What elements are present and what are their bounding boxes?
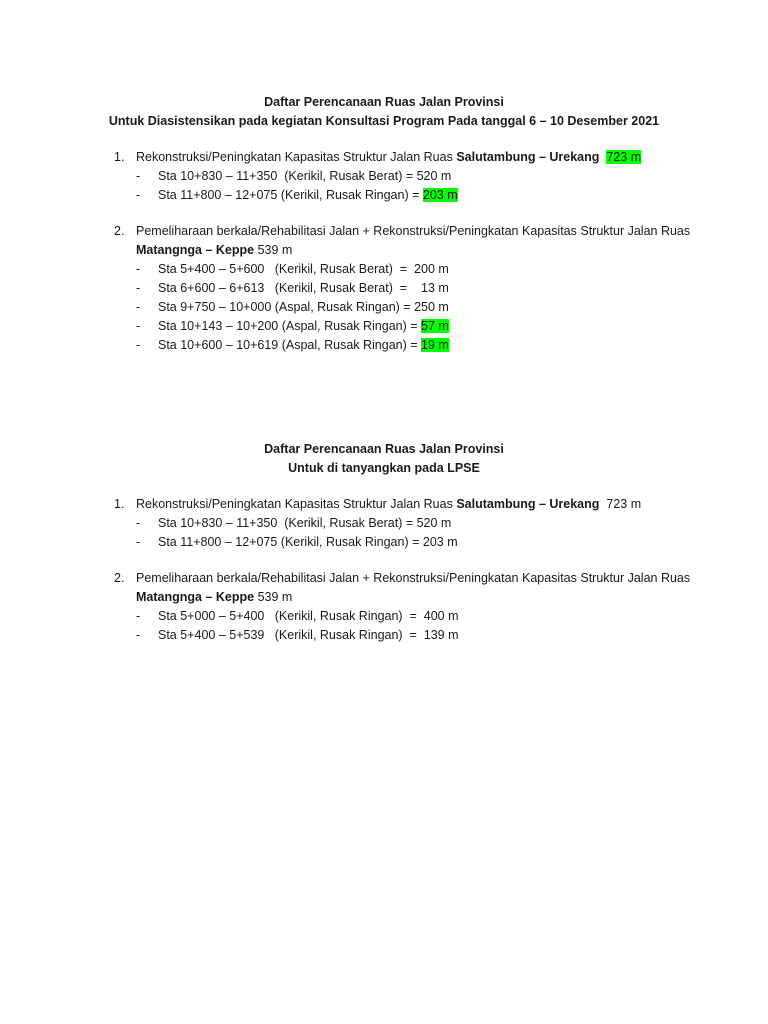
item-length: 539 m	[257, 590, 293, 604]
sub-item	[136, 260, 768, 279]
section-consultation	[0, 93, 768, 355]
sub-item	[136, 533, 768, 552]
item-number: 2.	[114, 571, 125, 585]
section-lpse	[0, 440, 768, 645]
dash-bullet: -	[136, 609, 141, 623]
item-length-highlight: 723 m	[606, 150, 642, 164]
sub-item	[136, 317, 768, 336]
item-length: 723 m	[606, 497, 642, 511]
dash-bullet: -	[136, 338, 141, 352]
sub-item-text: Sta 11+800 – 12+075 (Kerikil, Rusak Ringan) =	[158, 188, 423, 202]
section-title: Daftar Perencanaan Ruas Jalan Provinsi	[264, 95, 504, 109]
dash-bullet: -	[136, 169, 141, 183]
sub-item-text: Sta 9+750 – 10+000 (Aspal, Rusak Ringan) = 250 m	[158, 300, 449, 314]
sub-item	[136, 167, 768, 186]
section-subtitle: Untuk di tanyangkan pada LPSE	[288, 461, 480, 475]
item-text: Pemeliharaan berkala/Rehabilitasi Jalan + Rekonstruksi/Peningkatan Kapasitas Struktur Jalan Ruas	[136, 571, 691, 585]
sub-item-text: Sta 6+600 – 6+613 (Kerikil, Rusak Berat) = 13 m	[158, 281, 449, 295]
sub-item-text: Sta 5+400 – 5+539 (Kerikil, Rusak Ringan) = 139 m	[158, 628, 459, 642]
route-separator: –	[201, 243, 216, 257]
dash-bullet: -	[136, 188, 141, 202]
sub-item	[136, 607, 768, 626]
item-number: 2.	[114, 224, 125, 238]
sub-item	[136, 279, 768, 298]
route-separator: –	[201, 590, 216, 604]
sub-item	[136, 336, 768, 355]
section-subtitle: Untuk Diasistensikan pada kegiatan Konsultasi Program Pada tanggal 6 – 10 Desember 2021	[108, 114, 660, 128]
section-title: Daftar Perencanaan Ruas Jalan Provinsi	[264, 442, 504, 456]
dash-bullet: -	[136, 262, 141, 276]
sub-item-text: Sta 10+830 – 11+350 (Kerikil, Rusak Berat) = 520 m	[158, 169, 452, 183]
dash-bullet: -	[136, 319, 141, 333]
route-separator: –	[535, 150, 550, 164]
route-separator: –	[535, 497, 550, 511]
item-number: 1.	[114, 497, 125, 511]
route-start: Matangnga	[136, 590, 202, 604]
list-item-2	[114, 569, 696, 607]
route-start: Matangnga	[136, 243, 202, 257]
list-item-2	[114, 222, 696, 260]
route-end: Keppe	[215, 243, 255, 257]
sub-item	[136, 514, 768, 533]
route-end: Keppe	[215, 590, 255, 604]
item-text: Rekonstruksi/Peningkatan Kapasitas Struktur Jalan Ruas	[136, 150, 457, 164]
route-end: Urekang	[549, 497, 600, 511]
dash-bullet: -	[136, 281, 141, 295]
list-item-1	[114, 495, 696, 514]
sub-item-text: Sta 5+400 – 5+600 (Kerikil, Rusak Berat) = 200 m	[158, 262, 449, 276]
sub-item	[136, 298, 768, 317]
sub-item-text: Sta 10+600 – 10+619 (Aspal, Rusak Ringan) =	[158, 338, 422, 352]
dash-bullet: -	[136, 628, 141, 642]
sub-item-text: Sta 10+143 – 10+200 (Aspal, Rusak Ringan) =	[158, 319, 422, 333]
item-text: Rekonstruksi/Peningkatan Kapasitas Struktur Jalan Ruas	[136, 497, 457, 511]
route-end: Urekang	[549, 150, 600, 164]
sub-item-text: Sta 10+830 – 11+350 (Kerikil, Rusak Berat) = 520 m	[158, 516, 452, 530]
length-highlight: 19 m	[421, 338, 449, 352]
sub-item-text: Sta 5+000 – 5+400 (Kerikil, Rusak Ringan) = 400 m	[158, 609, 459, 623]
item-number: 1.	[114, 150, 125, 164]
length-highlight: 203 m	[422, 188, 458, 202]
route-start: Salutambung	[456, 497, 536, 511]
dash-bullet: -	[136, 516, 141, 530]
item-length: 539 m	[257, 243, 293, 257]
dash-bullet: -	[136, 300, 141, 314]
sub-item	[136, 186, 768, 205]
sub-item	[136, 626, 768, 645]
dash-bullet: -	[136, 535, 141, 549]
item-text: Pemeliharaan berkala/Rehabilitasi Jalan + Rekonstruksi/Peningkatan Kapasitas Struktur Jalan Ruas	[136, 224, 691, 238]
length-highlight: 57 m	[421, 319, 449, 333]
route-start: Salutambung	[456, 150, 536, 164]
list-item-1	[114, 148, 696, 167]
sub-item-text: Sta 11+800 – 12+075 (Kerikil, Rusak Ringan) = 203 m	[158, 535, 458, 549]
